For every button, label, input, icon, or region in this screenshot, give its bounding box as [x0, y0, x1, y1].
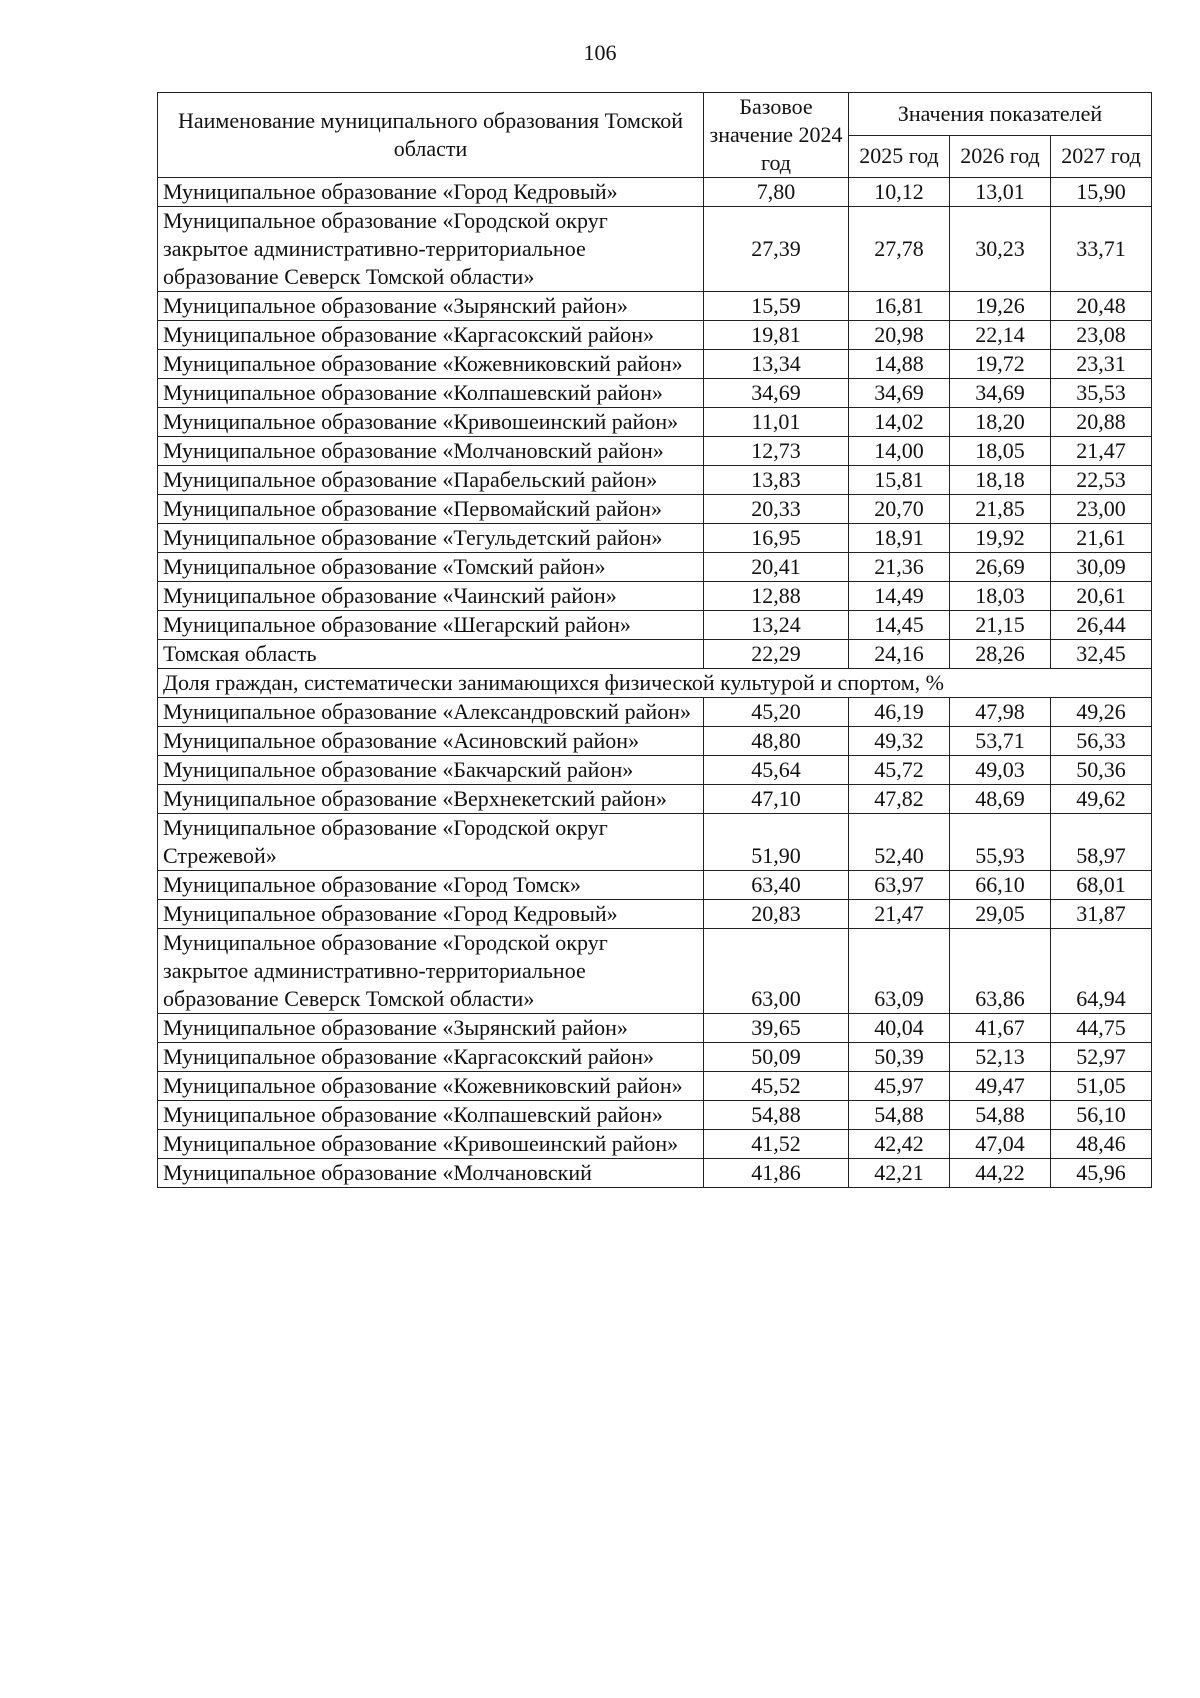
table-row — [158, 900, 1152, 929]
value-2026: 18,05 — [950, 437, 1051, 466]
base-value: 15,59 — [704, 292, 849, 321]
value-2025: 42,42 — [849, 1130, 950, 1159]
value-2027: 56,10 — [1051, 1101, 1152, 1130]
value-2025: 63,97 — [849, 871, 950, 900]
municipality-name: Муниципальное образование «Тегульдетский район» — [158, 524, 704, 553]
municipality-name: Муниципальное образование «Чаинский район» — [158, 582, 704, 611]
value-2027: 32,45 — [1051, 640, 1152, 669]
value-2027: 26,44 — [1051, 611, 1152, 640]
base-value: 13,83 — [704, 466, 849, 495]
value-2026: 19,92 — [950, 524, 1051, 553]
municipality-name: Муниципальное образование «Городской округ закрытое административно-территориальное образование Северск Томской области» — [158, 207, 704, 292]
base-value: 63,40 — [704, 871, 849, 900]
value-2026: 54,88 — [950, 1101, 1051, 1130]
municipality-name: Муниципальное образование «Город Кедровый» — [158, 900, 704, 929]
value-2025: 45,72 — [849, 756, 950, 785]
table-row — [158, 466, 1152, 495]
municipality-name: Муниципальное образование «Томский район» — [158, 553, 704, 582]
base-value: 12,73 — [704, 437, 849, 466]
municipality-name: Муниципальное образование «Городской округ Стрежевой» — [158, 814, 704, 871]
table-header-row — [158, 93, 1152, 136]
table-row — [158, 178, 1152, 207]
value-2025: 50,39 — [849, 1043, 950, 1072]
value-2027: 45,96 — [1051, 1159, 1152, 1188]
value-2025: 14,00 — [849, 437, 950, 466]
value-2025: 14,45 — [849, 611, 950, 640]
value-2025: 14,49 — [849, 582, 950, 611]
value-2025: 18,91 — [849, 524, 950, 553]
table-row — [158, 408, 1152, 437]
value-2027: 20,88 — [1051, 408, 1152, 437]
base-value: 45,20 — [704, 698, 849, 727]
base-value: 45,64 — [704, 756, 849, 785]
municipality-name: Муниципальное образование «Бакчарский район» — [158, 756, 704, 785]
value-2026: 21,85 — [950, 495, 1051, 524]
value-2027: 58,97 — [1051, 814, 1152, 871]
value-2027: 20,48 — [1051, 292, 1152, 321]
value-2025: 40,04 — [849, 1014, 950, 1043]
base-value: 11,01 — [704, 408, 849, 437]
base-value: 13,34 — [704, 350, 849, 379]
table-row — [158, 495, 1152, 524]
municipality-name: Муниципальное образование «Молчановский — [158, 1159, 704, 1188]
value-2027: 35,53 — [1051, 379, 1152, 408]
base-value: 20,83 — [704, 900, 849, 929]
value-2026: 52,13 — [950, 1043, 1051, 1072]
table-row — [158, 756, 1152, 785]
base-value: 16,95 — [704, 524, 849, 553]
base-value: 51,90 — [704, 814, 849, 871]
value-2026: 47,04 — [950, 1130, 1051, 1159]
section2-body — [158, 669, 1152, 698]
value-2025: 14,02 — [849, 408, 950, 437]
value-2027: 31,87 — [1051, 900, 1152, 929]
value-2027: 21,47 — [1051, 437, 1152, 466]
value-2027: 50,36 — [1051, 756, 1152, 785]
value-2026: 26,69 — [950, 553, 1051, 582]
base-value: 39,65 — [704, 1014, 849, 1043]
value-2027: 15,90 — [1051, 178, 1152, 207]
value-2027: 44,75 — [1051, 1014, 1152, 1043]
value-2027: 30,09 — [1051, 553, 1152, 582]
base-value: 20,41 — [704, 553, 849, 582]
table-row — [158, 698, 1152, 727]
base-value: 20,33 — [704, 495, 849, 524]
table-row — [158, 350, 1152, 379]
value-2025: 16,81 — [849, 292, 950, 321]
municipality-name: Муниципальное образование «Город Кедровый» — [158, 178, 704, 207]
value-2026: 22,14 — [950, 321, 1051, 350]
value-2027: 49,26 — [1051, 698, 1152, 727]
section-title-row — [158, 669, 1152, 698]
base-value: 13,24 — [704, 611, 849, 640]
municipality-name: Муниципальное образование «Шегарский район» — [158, 611, 704, 640]
header-year-2027: 2027 год — [1051, 135, 1152, 178]
base-value: 41,52 — [704, 1130, 849, 1159]
table-row — [158, 1072, 1152, 1101]
value-2026: 66,10 — [950, 871, 1051, 900]
table-row — [158, 1130, 1152, 1159]
value-2026: 44,22 — [950, 1159, 1051, 1188]
value-2025: 49,32 — [849, 727, 950, 756]
block1-body — [158, 178, 1152, 669]
municipality-name: Муниципальное образование «Кожевниковский район» — [158, 350, 704, 379]
municipality-name: Муниципальное образование «Городской округ закрытое административно-территориальное образование Северск Томской области» — [158, 929, 704, 1014]
municipality-name: Муниципальное образование «Колпашевский район» — [158, 1101, 704, 1130]
base-value: 45,52 — [704, 1072, 849, 1101]
value-2025: 20,98 — [849, 321, 950, 350]
municipality-name: Муниципальное образование «Каргасокский район» — [158, 321, 704, 350]
value-2027: 33,71 — [1051, 207, 1152, 292]
municipality-name: Муниципальное образование «Молчановский район» — [158, 437, 704, 466]
value-2026: 18,20 — [950, 408, 1051, 437]
value-2027: 23,00 — [1051, 495, 1152, 524]
value-2025: 21,47 — [849, 900, 950, 929]
base-value: 63,00 — [704, 929, 849, 1014]
table-row — [158, 814, 1152, 871]
value-2026: 34,69 — [950, 379, 1051, 408]
value-2026: 28,26 — [950, 640, 1051, 669]
table-row — [158, 321, 1152, 350]
table-row — [158, 207, 1152, 292]
table-row — [158, 1101, 1152, 1130]
value-2026: 55,93 — [950, 814, 1051, 871]
value-2026: 29,05 — [950, 900, 1051, 929]
value-2025: 46,19 — [849, 698, 950, 727]
value-2025: 52,40 — [849, 814, 950, 871]
value-2025: 42,21 — [849, 1159, 950, 1188]
value-2027: 51,05 — [1051, 1072, 1152, 1101]
value-2026: 19,72 — [950, 350, 1051, 379]
base-value: 54,88 — [704, 1101, 849, 1130]
municipality-name: Муниципальное образование «Кожевниковский район» — [158, 1072, 704, 1101]
base-value: 47,10 — [704, 785, 849, 814]
base-value: 7,80 — [704, 178, 849, 207]
value-2025: 10,12 — [849, 178, 950, 207]
municipality-name: Муниципальное образование «Каргасокский район» — [158, 1043, 704, 1072]
indicators-table — [157, 92, 1152, 1188]
value-2027: 49,62 — [1051, 785, 1152, 814]
value-2026: 49,03 — [950, 756, 1051, 785]
municipality-name: Муниципальное образование «Колпашевский район» — [158, 379, 704, 408]
municipality-name: Муниципальное образование «Кривошеинский район» — [158, 408, 704, 437]
municipality-name: Муниципальное образование «Асиновский район» — [158, 727, 704, 756]
table-row — [158, 1043, 1152, 1072]
value-2027: 64,94 — [1051, 929, 1152, 1014]
table-row — [158, 437, 1152, 466]
page-number: 106 — [583, 40, 617, 65]
table-row — [158, 871, 1152, 900]
table-row — [158, 1014, 1152, 1043]
value-2027: 23,31 — [1051, 350, 1152, 379]
base-value: 41,86 — [704, 1159, 849, 1188]
header-year-2026: 2026 год — [950, 135, 1051, 178]
header-name-column: Наименование муниципального образования Томской области — [158, 93, 704, 178]
value-2026: 19,26 — [950, 292, 1051, 321]
base-value: 12,88 — [704, 582, 849, 611]
municipality-name: Муниципальное образование «Зырянский район» — [158, 292, 704, 321]
value-2025: 15,81 — [849, 466, 950, 495]
municipality-name: Муниципальное образование «Первомайский район» — [158, 495, 704, 524]
municipality-name: Муниципальное образование «Зырянский район» — [158, 1014, 704, 1043]
base-value: 27,39 — [704, 207, 849, 292]
value-2026: 41,67 — [950, 1014, 1051, 1043]
value-2026: 53,71 — [950, 727, 1051, 756]
value-2026: 18,18 — [950, 466, 1051, 495]
table-row — [158, 785, 1152, 814]
value-2027: 48,46 — [1051, 1130, 1152, 1159]
base-value: 34,69 — [704, 379, 849, 408]
header-values-group: Значения показателей — [849, 93, 1152, 136]
header-base-column: Базовое значение 2024 год — [704, 93, 849, 178]
municipality-name: Томская область — [158, 640, 704, 669]
value-2027: 56,33 — [1051, 727, 1152, 756]
value-2027: 68,01 — [1051, 871, 1152, 900]
value-2027: 20,61 — [1051, 582, 1152, 611]
municipality-name: Муниципальное образование «Кривошеинский район» — [158, 1130, 704, 1159]
table-row — [158, 292, 1152, 321]
table-row — [158, 929, 1152, 1014]
base-value: 19,81 — [704, 321, 849, 350]
value-2026: 63,86 — [950, 929, 1051, 1014]
municipality-name: Муниципальное образование «Верхнекетский район» — [158, 785, 704, 814]
value-2025: 21,36 — [849, 553, 950, 582]
table-row — [158, 379, 1152, 408]
table-row — [158, 1159, 1152, 1188]
value-2025: 34,69 — [849, 379, 950, 408]
value-2025: 54,88 — [849, 1101, 950, 1130]
base-value: 50,09 — [704, 1043, 849, 1072]
municipality-name: Муниципальное образование «Город Томск» — [158, 871, 704, 900]
municipality-name: Муниципальное образование «Александровский район» — [158, 698, 704, 727]
base-value: 48,80 — [704, 727, 849, 756]
municipality-name: Муниципальное образование «Парабельский район» — [158, 466, 704, 495]
value-2026: 13,01 — [950, 178, 1051, 207]
value-2025: 45,97 — [849, 1072, 950, 1101]
block2-body — [158, 698, 1152, 1188]
section-title: Доля граждан, систематически занимающихся физической культурой и спортом, % — [158, 669, 1152, 698]
value-2025: 14,88 — [849, 350, 950, 379]
value-2025: 63,09 — [849, 929, 950, 1014]
value-2026: 30,23 — [950, 207, 1051, 292]
value-2027: 22,53 — [1051, 466, 1152, 495]
value-2026: 49,47 — [950, 1072, 1051, 1101]
table-row — [158, 524, 1152, 553]
table-row — [158, 640, 1152, 669]
value-2026: 47,98 — [950, 698, 1051, 727]
value-2025: 24,16 — [849, 640, 950, 669]
table-row — [158, 553, 1152, 582]
value-2026: 21,15 — [950, 611, 1051, 640]
table-row — [158, 727, 1152, 756]
table-row — [158, 582, 1152, 611]
value-2026: 48,69 — [950, 785, 1051, 814]
value-2026: 18,03 — [950, 582, 1051, 611]
value-2027: 21,61 — [1051, 524, 1152, 553]
header-year-2025: 2025 год — [849, 135, 950, 178]
value-2025: 20,70 — [849, 495, 950, 524]
table-row — [158, 611, 1152, 640]
value-2027: 23,08 — [1051, 321, 1152, 350]
value-2027: 52,97 — [1051, 1043, 1152, 1072]
value-2025: 27,78 — [849, 207, 950, 292]
value-2025: 47,82 — [849, 785, 950, 814]
base-value: 22,29 — [704, 640, 849, 669]
